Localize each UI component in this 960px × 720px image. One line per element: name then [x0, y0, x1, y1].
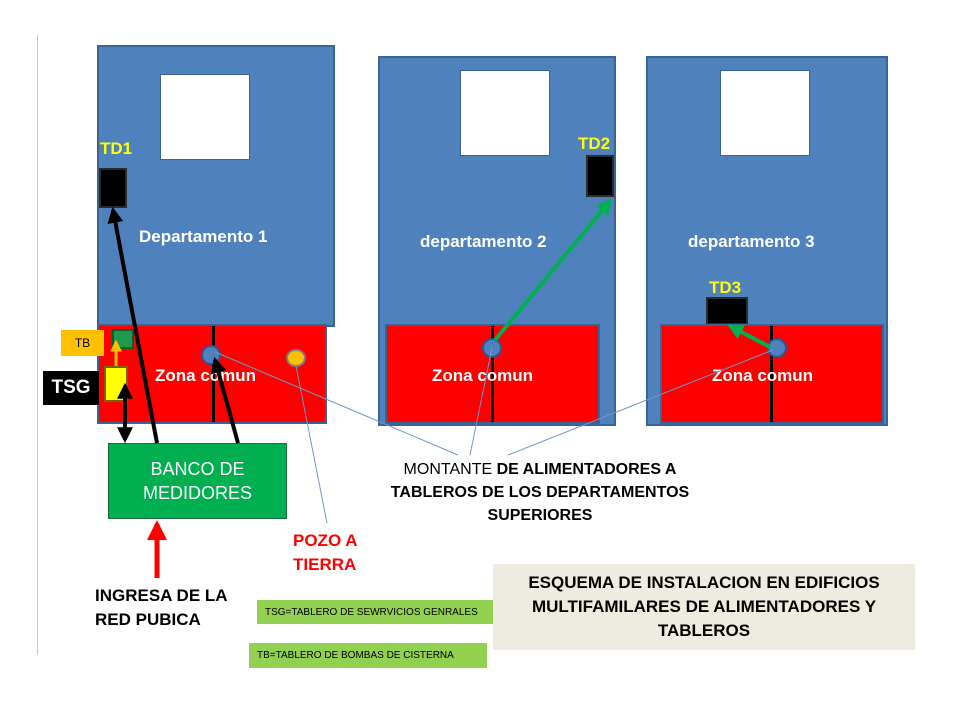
- title-line-2: MULTIFAMILARES DE ALIMENTADORES Y: [531, 597, 877, 616]
- department-3-zona-label: Zona comun: [712, 366, 814, 385]
- ingresa-red-publica-label: [95, 584, 228, 632]
- montante-prefix: MONTANTE: [403, 461, 497, 478]
- td2-label: TD2: [578, 134, 611, 153]
- department-3-label: departamento 3: [688, 232, 815, 251]
- pozo-callout: [296, 366, 327, 523]
- td3-label: TD3: [709, 278, 742, 297]
- montante-line-1-bold: DE ALIMENTADORES A: [496, 461, 677, 478]
- diagram-title: [493, 564, 915, 650]
- feeder-montante-arrow: [215, 360, 238, 443]
- tsg-label-box: TSG: [43, 371, 99, 405]
- feeder-td1-arrow: [113, 210, 157, 443]
- montante-callout-1: [215, 352, 458, 455]
- banco-line-2: MEDIDORES: [142, 483, 252, 503]
- department-1-label: Departamento 1: [139, 227, 268, 246]
- feeder-td3-arrow: [730, 326, 770, 347]
- pozo-tierra-label: [293, 529, 358, 577]
- department-1-zona-label: Zona comun: [155, 366, 257, 385]
- montante-callout-3: [508, 350, 773, 455]
- legend-tsg: TSG=TABLERO DE SEWRVICIOS GENRALES: [257, 600, 499, 624]
- montante-line-1: [385, 458, 695, 481]
- pozo-line-1: POZO A: [293, 531, 358, 550]
- pozo-line-2: TIERRA: [293, 555, 357, 574]
- tb-label-box: TB: [61, 330, 104, 356]
- td1-label: TD1: [100, 139, 133, 158]
- legend-tb: TB=TABLERO DE BOMBAS DE CISTERNA: [249, 643, 487, 668]
- department-2-zona-label: Zona comun: [432, 366, 534, 385]
- montante-line-2: TABLEROS DE LOS DEPARTAMENTOS: [390, 484, 690, 501]
- montante-label: [385, 458, 695, 527]
- montante-line-3: SUPERIORES: [487, 507, 593, 524]
- department-2-label: departamento 2: [420, 232, 547, 251]
- title-line-3: TABLEROS: [657, 621, 751, 640]
- feeder-td2-arrow: [495, 201, 610, 340]
- banco-line-1: BANCO DE: [150, 459, 245, 479]
- ingresa-line-1: INGRESA DE LA: [95, 586, 228, 605]
- montante-callout-2: [470, 348, 492, 455]
- ingresa-line-2: RED PUBICA: [95, 610, 201, 629]
- title-line-1: ESQUEMA DE INSTALACION EN EDIFICIOS: [528, 573, 880, 592]
